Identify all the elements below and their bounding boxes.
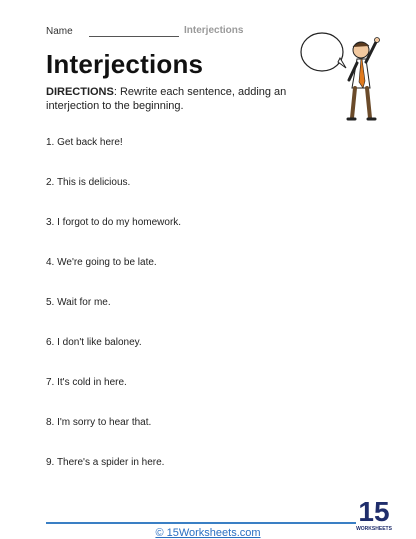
page-title: Interjections [46,49,204,79]
name-field-line[interactable] [89,36,179,37]
directions-label: DIRECTIONS [46,86,114,98]
list-item: 9. There's a spider in here. [46,457,165,468]
15worksheets-logo [358,492,390,534]
copyright-link[interactable]: © 15Worksheets.com [155,527,261,539]
footer-divider [46,522,356,524]
list-item: 7. It's cold in here. [46,377,127,388]
list-item: 1. Get back here! [46,137,123,148]
list-item: 6. I don't like baloney. [46,337,142,348]
directions-text: : Rewrite each sentence, adding an interjection to the beginning. [46,86,287,112]
list-item: 8. I'm sorry to hear that. [46,417,152,428]
logo-text: WORKSHEETS [356,526,392,532]
list-item: 4. We're going to be late. [46,257,157,268]
logo-number: 15 [358,496,390,527]
speaking-man-illustration [300,28,390,123]
name-label: Name [46,26,73,37]
list-item: 2. This is delicious. [46,177,131,188]
list-item: 3. I forgot to do my homework. [46,217,182,228]
worksheet-topic: Interjections [184,25,244,36]
exercise-list [46,131,181,491]
directions [46,85,296,113]
list-item: 5. Wait for me. [46,297,111,308]
